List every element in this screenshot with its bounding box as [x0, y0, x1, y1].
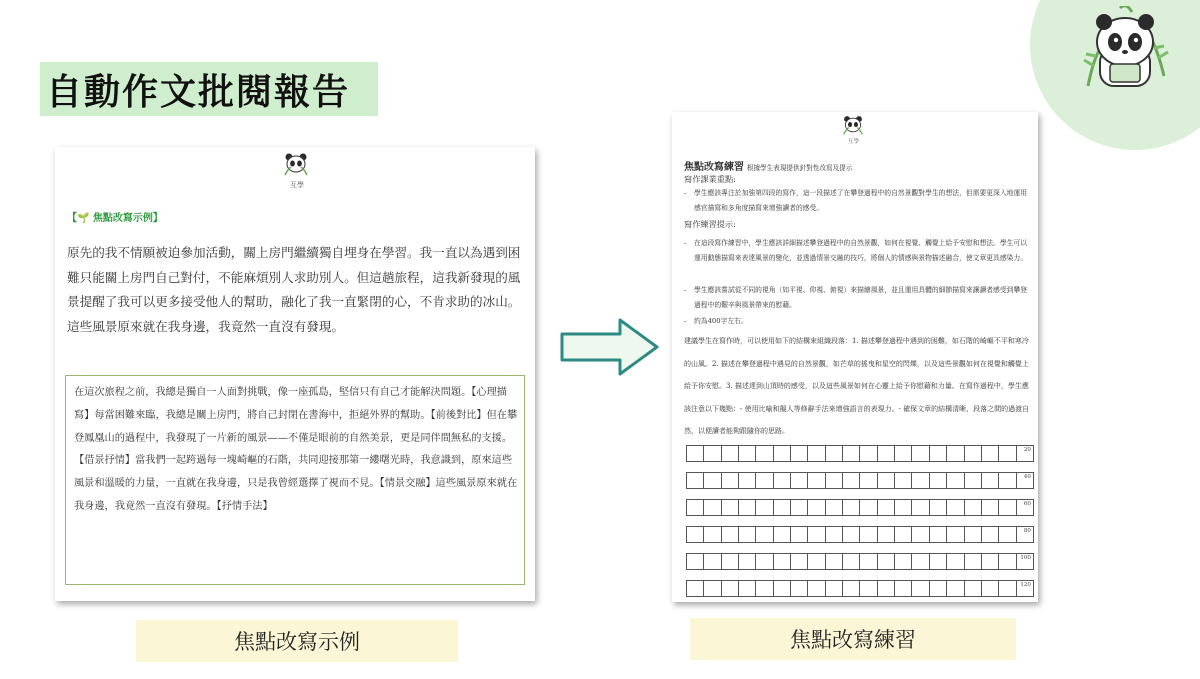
grid-cell: [930, 500, 947, 515]
grid-cell: [895, 446, 912, 461]
grid-cell: [982, 500, 999, 515]
grid-cell: [791, 554, 808, 569]
grid-cell: [860, 446, 877, 461]
grid-cell: [843, 527, 860, 542]
suggestion-paragraph: 建議學生在寫作時，可以使用如下的結構來組織段落：1. 描述攀登過程中遇到的困難，如石階的崎嶇不平和寒冷的山風。2. 描述在攀登過程中遇見的自然景觀，如芒草的搖曳和星空的閃爍，以及這些景觀如何在視覺和觸覺上給予你安慰。3. 描述達到山頂時的感受，以及這些風景如何在心靈上給予你慰藉和力量。在寫作過程中，學生應該注意以下幾點：- 使用比喻和擬人等修辭手法來增強語言的表現力。- 確保文章的結構清晰，段落之間的過渡自然，以便讀者能夠跟隨你的思路。: [684, 337, 1030, 435]
grid-cell: [860, 581, 877, 596]
grid-cell: [878, 446, 895, 461]
grid-cell: [947, 446, 964, 461]
grid-cell: [756, 554, 773, 569]
grid-cell: [878, 473, 895, 488]
grid-cell: [739, 581, 756, 596]
caption-right: [690, 618, 1016, 660]
grid-cell: [895, 527, 912, 542]
grid-cell: [947, 554, 964, 569]
grid-cell: [756, 581, 773, 596]
panda-logo-icon: [842, 114, 864, 136]
grid-cell: [808, 554, 825, 569]
grid-cell: [808, 446, 825, 461]
grid-cell: [860, 473, 877, 488]
grid-cell: [895, 554, 912, 569]
grid-cell: [704, 446, 721, 461]
grid-cell: [739, 554, 756, 569]
grid-cell: [826, 473, 843, 488]
grid-cell: [930, 554, 947, 569]
report-title: 自動作文批閱報告: [46, 71, 351, 113]
grid-cell: [687, 554, 704, 569]
grid-cell: [982, 446, 999, 461]
grid-cell: [965, 527, 982, 542]
grid-cell: [999, 581, 1016, 596]
grid-cell: [774, 554, 791, 569]
grid-cell: [947, 527, 964, 542]
original-paragraph: 原先的我不情願被迫參加活動，關上房門繼續獨自埋身在學習。我一直以為遇到困難只能關上房門自己對付，不能麻煩別人求助別人。但這趟旅程，這我新發現的風景提醒了我可以更多接受他人的幫助，融化了我一直緊閉的心，不肯求助的冰山。這些風景原來就在我身邊，我竟然一直沒有發現。: [67, 245, 521, 334]
grid-cell: [843, 473, 860, 488]
grid-cell: [756, 500, 773, 515]
grid-cell: [756, 527, 773, 542]
grid-cell: [895, 581, 912, 596]
focus-heading: 【🌱 焦點改寫示例】: [67, 213, 163, 224]
grid-count-label: 60: [1023, 501, 1031, 507]
grid-cell: [687, 473, 704, 488]
grid-cell: [860, 500, 877, 515]
focus-rewrite-example-page: [55, 147, 535, 601]
hint-label: 寫作練習提示:: [684, 219, 736, 229]
grid-cell: [930, 581, 947, 596]
grid-row: [686, 445, 1034, 462]
focus-bullet: - 學生應該專注於加強第四段的寫作，這一段描述了在攀登過程中的自然景觀對學生的想法，但需要更深入地運用感官描寫和多角度描寫來增強讀者的感受。: [694, 186, 1028, 216]
grid-cell: [826, 527, 843, 542]
grid-cell: [687, 446, 704, 461]
grid-cell: [912, 581, 929, 596]
grid-cell: [965, 500, 982, 515]
grid-cell: [704, 554, 721, 569]
grid-cell: [999, 554, 1016, 569]
grid-cell: [704, 500, 721, 515]
grid-count-label: 80: [1023, 528, 1031, 534]
focus-rewrite-practice-page: [672, 112, 1038, 602]
grid-cell: [774, 581, 791, 596]
grid-cell: [722, 473, 739, 488]
grid-cell: [739, 527, 756, 542]
revised-paragraph-box: [65, 375, 525, 585]
revised-paragraph: 在這次旅程之前，我總是獨自一人面對挑戰，像一座孤島，堅信只有自己才能解決問題。【心理描寫】每當困難來臨，我總是關上房門，將自己封閉在書海中，拒絕外界的幫助。【前後對比】但在攀登鳳凰山的過程中，我發現了一片新的風景——不僅是眼前的自然美景，更是同伴間無私的支援。【借景抒情】當我們一起跨過每一塊崎嶇的石階，共同迎接那第一縷曙光時，我意識到，原來這些風景和溫暖的力量，一直就在我身邊，只是我曾經選擇了視而不見。【情景交融】這些風景原來就在我身邊，我竟然一直沒有發現。【抒情手法】: [74, 387, 518, 512]
grid-cell: [843, 500, 860, 515]
grid-cell: [1017, 500, 1033, 515]
hint-bullet: - 在這段寫作練習中，學生應該詳細描述攀登過程中的自然景觀，如何在視覺、觸覺上給予安慰和想法。學生可以運用動態描寫來表達風景的變化，並透過情景交融的技巧，將個人的情感與景物描述融合，使文章更具感染力。: [694, 236, 1028, 266]
grid-cell: [878, 554, 895, 569]
focus-label: 寫作課業重點:: [684, 174, 736, 184]
grid-cell: [912, 500, 929, 515]
panda-mascot-icon: [1080, 6, 1170, 96]
report-title-banner: [40, 62, 378, 116]
right-arrow-icon: [560, 318, 660, 376]
grid-cell: [843, 554, 860, 569]
hint-bullet: - 學生應該嘗試從不同的視角（如平視、仰視、俯視）來描繪風景，並且運用具體的細節描寫來讓讀者感受到攀登過程中的艱辛與風景帶來的慰藉。: [694, 283, 1028, 313]
grid-cell: [722, 500, 739, 515]
grid-cell: [774, 473, 791, 488]
grid-cell: [774, 500, 791, 515]
grid-cell: [774, 446, 791, 461]
grid-cell: [912, 473, 929, 488]
grid-row: [686, 553, 1034, 570]
grid-cell: [687, 527, 704, 542]
grid-cell: [722, 446, 739, 461]
grid-cell: [1017, 473, 1033, 488]
grid-cell: [756, 473, 773, 488]
grid-cell: [826, 500, 843, 515]
grid-cell: [947, 500, 964, 515]
practice-heading-sub: 根據學生表現提供針對性改寫及提示: [746, 164, 853, 172]
grid-cell: [860, 554, 877, 569]
grid-cell: [912, 554, 929, 569]
grid-count-label: 20: [1023, 447, 1031, 453]
grid-cell: [878, 500, 895, 515]
grid-cell: [930, 446, 947, 461]
grid-cell: [791, 446, 808, 461]
grid-cell: [687, 500, 704, 515]
grid-cell: [860, 527, 877, 542]
grid-cell: [947, 473, 964, 488]
grid-cell: [739, 446, 756, 461]
grid-cell: [912, 527, 929, 542]
grid-cell: [878, 527, 895, 542]
grid-cell: [722, 581, 739, 596]
grid-count-label: 40: [1023, 474, 1031, 480]
grid-cell: [982, 473, 999, 488]
grid-cell: [826, 581, 843, 596]
grid-cell: [791, 527, 808, 542]
grid-row: [686, 472, 1034, 489]
grid-cell: [982, 554, 999, 569]
grid-cell: [704, 473, 721, 488]
grid-row: [686, 499, 1034, 516]
grid-cell: [999, 527, 1016, 542]
grid-cell: [930, 527, 947, 542]
grid-cell: [791, 473, 808, 488]
grid-cell: [808, 473, 825, 488]
grid-cell: [912, 446, 929, 461]
grid-cell: [704, 581, 721, 596]
grid-cell: [965, 446, 982, 461]
caption-left: [136, 620, 458, 662]
grid-cell: [982, 581, 999, 596]
grid-cell: [843, 581, 860, 596]
caption-right-text: 焦點改寫練習: [790, 628, 916, 652]
grid-cell: [808, 527, 825, 542]
grid-cell: [1017, 554, 1033, 569]
grid-cell: [947, 581, 964, 596]
grid-cell: [878, 581, 895, 596]
grid-cell: [895, 473, 912, 488]
practice-heading: [684, 158, 852, 173]
grid-cell: [826, 554, 843, 569]
grid-cell: [999, 473, 1016, 488]
grid-count-label: 100: [1020, 555, 1031, 561]
grid-cell: [722, 554, 739, 569]
grid-cell: [982, 527, 999, 542]
grid-cell: [791, 500, 808, 515]
caption-left-text: 焦點改寫示例: [234, 630, 360, 654]
grid-cell: [965, 581, 982, 596]
grid-cell: [739, 500, 756, 515]
grid-cell: [756, 446, 773, 461]
grid-cell: [808, 500, 825, 515]
grid-cell: [1017, 446, 1033, 461]
grid-cell: [895, 500, 912, 515]
grid-row: [686, 580, 1034, 597]
grid-cell: [1017, 527, 1033, 542]
grid-cell: [999, 446, 1016, 461]
grid-cell: [739, 473, 756, 488]
grid-cell: [774, 527, 791, 542]
grid-cell: [1017, 581, 1033, 596]
panda-logo-icon: [283, 151, 309, 177]
grid-cell: [791, 581, 808, 596]
grid-cell: [722, 527, 739, 542]
grid-row: [686, 526, 1034, 543]
grid-cell: [930, 473, 947, 488]
grid-cell: [965, 554, 982, 569]
practice-heading-main: 焦點改寫練習: [684, 162, 744, 173]
grid-cell: [808, 581, 825, 596]
grid-cell: [999, 500, 1016, 515]
grid-cell: [687, 581, 704, 596]
grid-cell: [843, 446, 860, 461]
logo-caption: 互學: [290, 181, 304, 189]
grid-count-label: 120: [1020, 582, 1031, 588]
grid-cell: [965, 473, 982, 488]
grid-cell: [704, 527, 721, 542]
grid-cell: [826, 446, 843, 461]
hint-bullet: - 約為400字左右。: [694, 314, 1028, 329]
logo-caption: 互學: [848, 139, 860, 145]
